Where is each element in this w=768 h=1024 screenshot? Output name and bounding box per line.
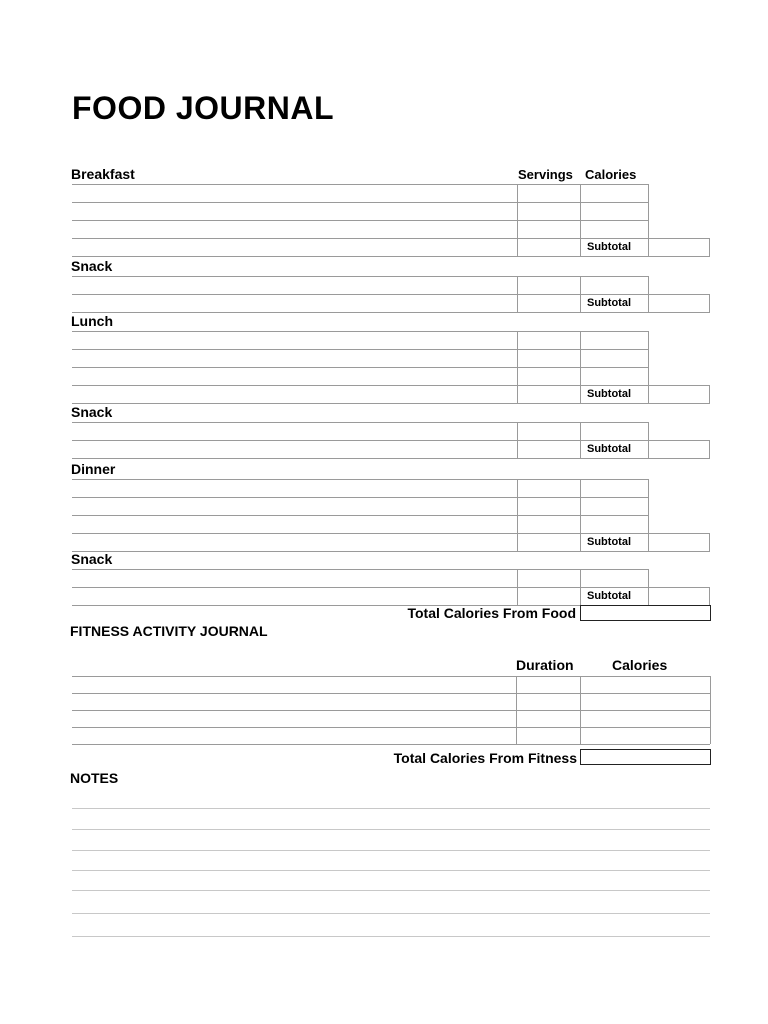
subtotal-field[interactable] (648, 294, 710, 313)
total-food-calories-field[interactable] (580, 605, 711, 621)
column-divider (517, 184, 518, 256)
column-divider (517, 331, 518, 403)
subtotal-line (648, 238, 710, 239)
food-entry-field[interactable] (72, 368, 516, 384)
notes-line[interactable] (72, 850, 710, 851)
meal-label: Lunch (71, 313, 113, 329)
column-divider (580, 276, 581, 312)
subtotal-label: Subtotal (587, 590, 631, 602)
food-entry-field[interactable] (72, 203, 516, 219)
column-divider (710, 676, 711, 744)
meal-label: Snack (71, 404, 113, 420)
subtotal-field[interactable] (648, 587, 710, 606)
notes-line[interactable] (72, 808, 710, 809)
subtotal-label: Subtotal (587, 443, 631, 455)
food-entry-line (72, 458, 648, 459)
subtotal-label: Subtotal (587, 388, 631, 400)
page-title: FOOD JOURNAL (72, 90, 334, 126)
fitness-calories-column-header: Calories (612, 657, 668, 673)
fitness-entry-field[interactable] (72, 694, 515, 709)
column-divider (517, 569, 518, 605)
food-entry-field[interactable] (72, 185, 516, 201)
food-entry-line (72, 256, 648, 257)
food-entry-field[interactable] (72, 221, 516, 237)
food-entry-field[interactable] (72, 480, 516, 496)
food-entry-field[interactable] (72, 423, 516, 439)
column-divider (580, 422, 581, 458)
servings-column-header: Servings (518, 167, 573, 182)
food-entry-line (72, 587, 648, 588)
total-fitness-calories-field[interactable] (580, 749, 711, 765)
food-entry-line (72, 385, 648, 386)
food-entry-line (72, 533, 648, 534)
food-entry-field[interactable] (72, 332, 516, 348)
food-entry-line (72, 551, 648, 552)
notes-heading: NOTES (70, 770, 119, 786)
meal-label: Snack (71, 258, 113, 274)
food-entry-field[interactable] (72, 498, 516, 514)
fitness-entry-line (72, 744, 710, 745)
meal-label: Dinner (71, 461, 116, 477)
subtotal-line (648, 533, 710, 534)
notes-line[interactable] (72, 870, 710, 871)
subtotal-field[interactable] (648, 533, 710, 552)
column-divider (517, 479, 518, 551)
meal-label: Snack (71, 551, 113, 567)
fitness-entry-field[interactable] (72, 677, 515, 692)
subtotal-label: Subtotal (587, 241, 631, 253)
column-divider (580, 569, 581, 605)
column-divider (580, 331, 581, 403)
subtotal-line (648, 587, 710, 588)
total-food-label: Total Calories From Food (407, 605, 576, 621)
subtotal-field[interactable] (648, 385, 710, 404)
notes-line[interactable] (72, 829, 710, 830)
notes-line[interactable] (72, 890, 710, 891)
subtotal-field[interactable] (648, 238, 710, 257)
column-divider (517, 276, 518, 312)
calories-column-header: Calories (585, 167, 637, 182)
food-entry-field[interactable] (72, 277, 516, 293)
subtotal-label: Subtotal (587, 297, 631, 309)
food-entry-field[interactable] (72, 350, 516, 366)
subtotal-field[interactable] (648, 440, 710, 459)
column-divider (517, 422, 518, 458)
food-entry-line (72, 403, 648, 404)
column-divider (580, 676, 581, 744)
food-entry-line (72, 294, 648, 295)
column-divider (580, 479, 581, 551)
fitness-entry-field[interactable] (72, 711, 515, 726)
notes-line[interactable] (72, 913, 710, 914)
subtotal-label: Subtotal (587, 536, 631, 548)
meal-label: Breakfast (71, 166, 135, 182)
column-divider (516, 676, 517, 744)
food-entry-line (72, 238, 648, 239)
food-entry-field[interactable] (72, 570, 516, 586)
fitness-entry-field[interactable] (72, 728, 515, 743)
food-entry-line (72, 312, 648, 313)
food-entry-line (72, 440, 648, 441)
food-entry-field[interactable] (72, 516, 516, 532)
notes-line[interactable] (72, 936, 710, 937)
duration-column-header: Duration (516, 657, 574, 673)
total-fitness-label: Total Calories From Fitness (393, 750, 577, 766)
fitness-heading: FITNESS ACTIVITY JOURNAL (70, 623, 268, 639)
column-divider (580, 184, 581, 256)
subtotal-line (648, 294, 710, 295)
subtotal-line (648, 440, 710, 441)
subtotal-line (648, 385, 710, 386)
